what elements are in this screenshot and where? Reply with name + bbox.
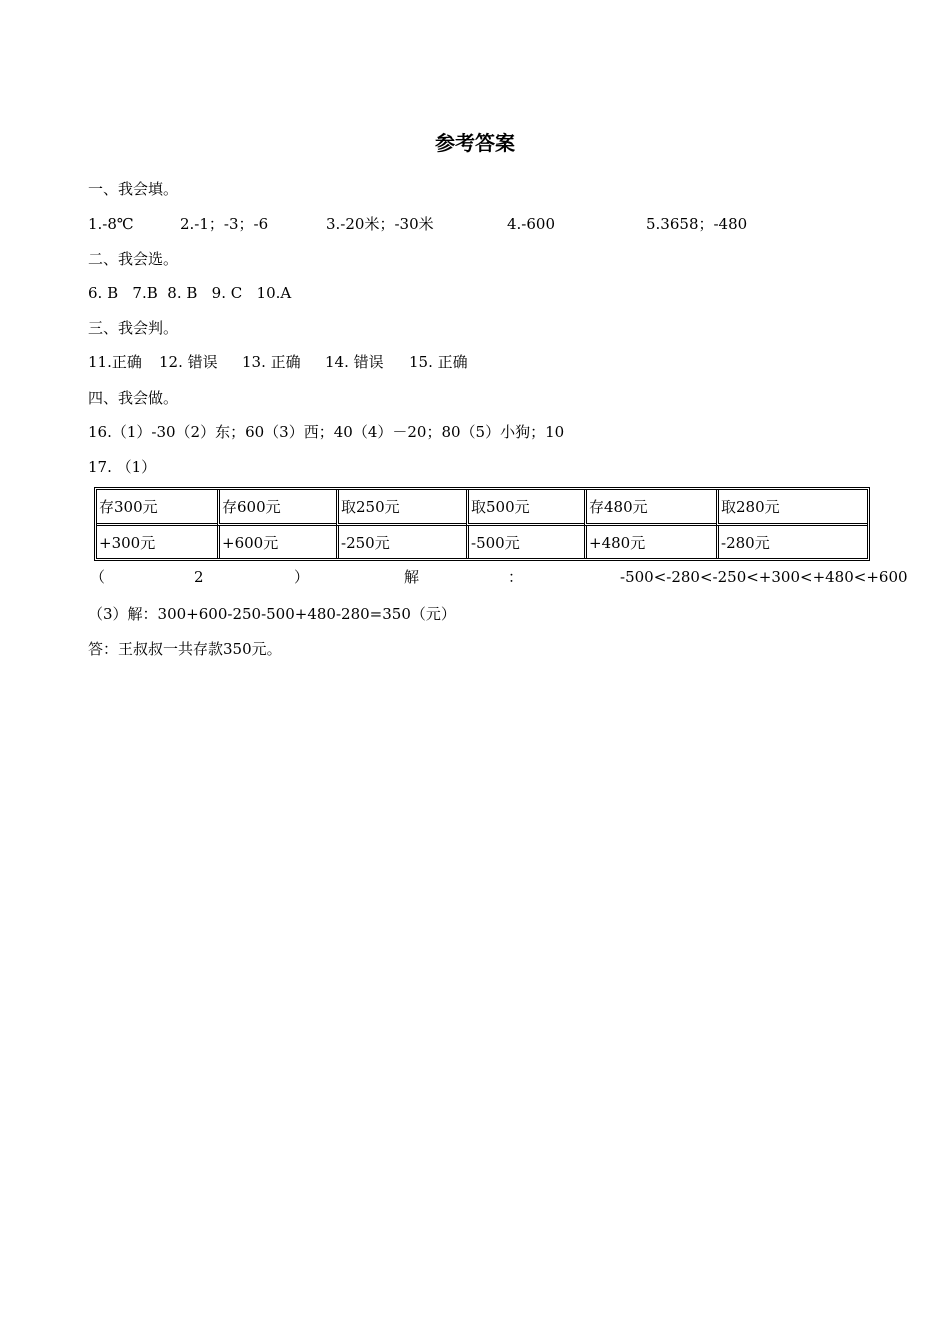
q17-2-open-paren: （: [90, 568, 106, 586]
answer-15: 15. 正确: [409, 353, 468, 371]
answer-11: 11.正确: [88, 353, 142, 371]
section-2-heading: 二、我会选。: [88, 250, 179, 268]
answer-5: 5.3658；-480: [646, 215, 748, 233]
table-cell: +600元: [217, 526, 336, 558]
table-cell: 存600元: [217, 490, 336, 526]
table-cell: 取250元: [336, 490, 466, 526]
q17-2-number: 2: [194, 568, 204, 586]
table-cell: +480元: [584, 526, 716, 558]
table-row: [97, 526, 867, 558]
final-answer: 答：王叔叔一共存款350元。: [88, 640, 282, 658]
answer-1: 1.-8℃: [88, 215, 134, 233]
table-cell: +300元: [99, 533, 156, 552]
q17-2-jie: 解: [404, 568, 420, 586]
table-cell: -500元: [466, 526, 584, 558]
answer-3: 3.-20米；-30米: [326, 215, 434, 233]
section-4-heading: 四、我会做。: [88, 389, 179, 407]
table-cell: -250元: [336, 526, 466, 558]
answer-table: [94, 487, 870, 561]
table-row: [97, 490, 867, 526]
answer-13: 13. 正确: [242, 353, 301, 371]
answer-2: 2.-1；-3；-6: [180, 215, 269, 233]
section-1-heading: 一、我会填。: [88, 180, 179, 198]
table-cell: 取280元: [716, 490, 867, 526]
answers-6-10: 6. B 7.B 8. B 9. C 10.A: [88, 284, 292, 302]
table-cell: 存480元: [584, 490, 716, 526]
answer-14: 14. 错误: [325, 353, 384, 371]
table-cell: 取500元: [466, 490, 584, 526]
section-3-heading: 三、我会判。: [88, 319, 179, 337]
page-title: 参考答案: [435, 131, 515, 155]
table-cell: -280元: [716, 526, 867, 558]
q17-2-answer: -500<-280<-250<+300<+480<+600: [620, 568, 908, 586]
table-cell: 存300元: [97, 490, 217, 526]
answer-17-label: 17. （1）: [88, 458, 157, 476]
answer-17-3: （3）解：300+600-250-500+480-280=350（元）: [88, 605, 456, 623]
answer-16: 16.（1）-30（2）东；60（3）西；40（4）－20；80（5）小狗；10: [88, 423, 565, 441]
answer-4: 4.-600: [507, 215, 556, 233]
q17-2-close-paren: ）: [294, 568, 310, 586]
answer-12: 12. 错误: [159, 353, 218, 371]
q17-2-colon: ：: [508, 568, 524, 586]
